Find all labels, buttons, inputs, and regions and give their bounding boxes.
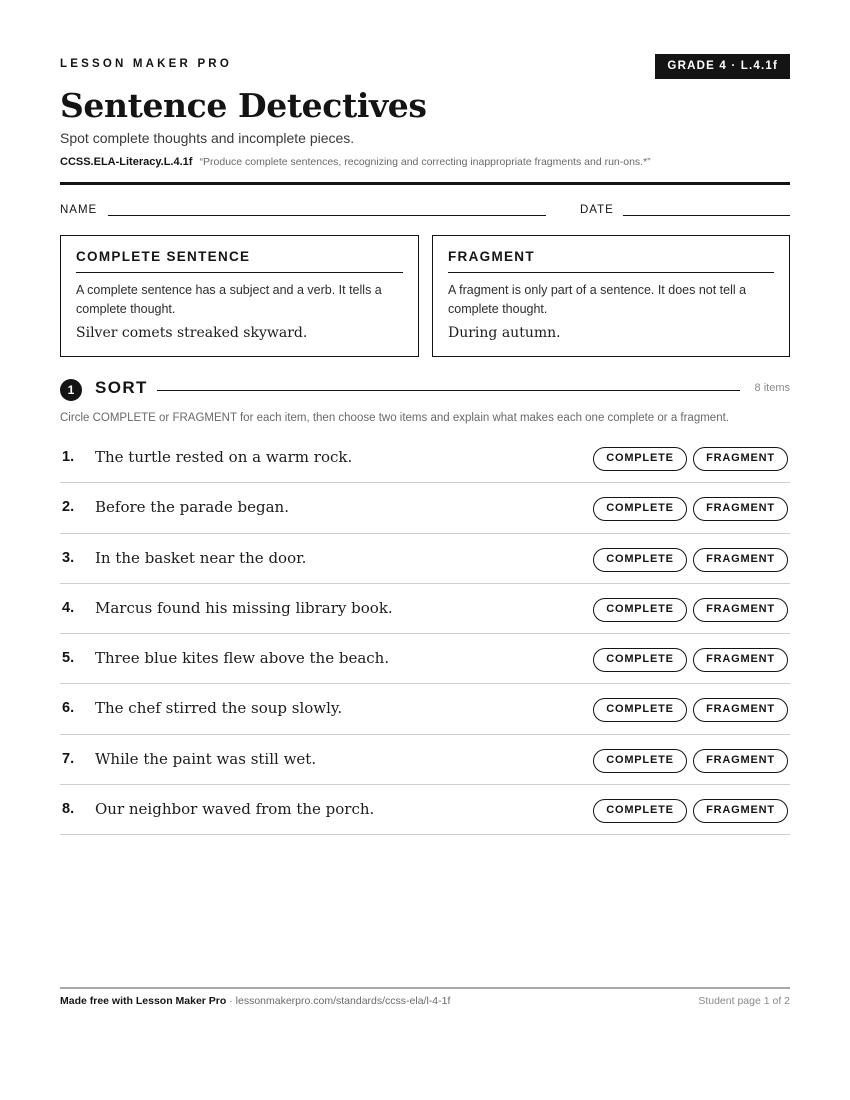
fragment-choice-button[interactable]: FRAGMENT	[693, 799, 788, 823]
definition-title: FRAGMENT	[448, 249, 774, 273]
footer-divider	[60, 987, 790, 989]
list-item	[60, 785, 790, 835]
fragment-choice-button[interactable]: FRAGMENT	[693, 698, 788, 722]
complete-choice-button[interactable]: COMPLETE	[593, 548, 687, 572]
section-title: SORT	[95, 378, 148, 397]
page-indicator: Student page 1 of 2	[698, 995, 790, 1007]
item-sentence: The turtle rested on a warm rock.	[95, 448, 353, 466]
standard-line	[60, 156, 651, 168]
standard-quote: “Produce complete sentences, recognizing and correcting inappropriate fragments and run-ons.*”	[199, 156, 651, 168]
item-sentence: In the basket near the door.	[95, 548, 307, 567]
complete-choice-button[interactable]: COMPLETE	[593, 698, 687, 722]
definition-title: COMPLETE SENTENCE	[76, 249, 403, 273]
complete-choice-button[interactable]: COMPLETE	[593, 799, 687, 823]
list-item	[60, 483, 790, 533]
list-item	[60, 735, 790, 785]
item-number: 1.	[62, 449, 75, 465]
date-label: DATE	[580, 204, 614, 216]
definition-box-fragment	[432, 235, 790, 357]
definition-example: Silver comets streaked skyward.	[76, 325, 308, 341]
section-header	[60, 378, 790, 402]
item-sentence: Before the parade began.	[95, 498, 289, 517]
complete-choice-button[interactable]: COMPLETE	[593, 749, 687, 773]
item-sentence: While the paint was still wet.	[95, 749, 317, 768]
page-title: Sentence Detectives	[60, 86, 427, 125]
fragment-choice-button[interactable]: FRAGMENT	[693, 497, 788, 521]
fragment-choice-button[interactable]: FRAGMENT	[693, 548, 788, 572]
item-sentence: Three blue kites flew above the beach.	[95, 649, 390, 668]
list-item	[60, 584, 790, 634]
header-divider	[60, 182, 790, 185]
list-item	[60, 534, 790, 584]
item-number: 2.	[62, 499, 75, 516]
fragment-choice-button[interactable]: FRAGMENT	[693, 598, 788, 622]
list-item	[60, 433, 790, 483]
item-number: 5.	[62, 650, 75, 667]
grade-badge: GRADE 4 · L.4.1f	[655, 54, 790, 79]
section-divider	[157, 390, 740, 391]
definition-box-complete	[60, 235, 419, 357]
footer-link[interactable]: · lessonmakerpro.com/standards/ccss-ela/l-4-1f	[226, 995, 451, 1007]
section-number-badge: 1	[60, 379, 82, 401]
complete-choice-button[interactable]: COMPLETE	[593, 648, 687, 672]
item-sentence: Our neighbor waved from the porch.	[95, 800, 375, 819]
item-count: 8 items	[754, 382, 790, 394]
complete-choice-button[interactable]: COMPLETE	[593, 598, 687, 622]
list-item	[60, 634, 790, 684]
item-number: 4.	[62, 599, 75, 616]
fragment-choice-button[interactable]: FRAGMENT	[693, 447, 788, 471]
item-number: 7.	[62, 750, 75, 767]
brand-name: LESSON MAKER PRO	[60, 58, 232, 70]
complete-choice-button[interactable]: COMPLETE	[593, 447, 687, 471]
footer-brand: Made free with Lesson Maker Pro	[60, 995, 227, 1007]
item-sentence: Marcus found his missing library book.	[95, 598, 393, 617]
item-number: 8.	[62, 801, 75, 818]
footer-credit	[60, 995, 450, 1007]
name-field[interactable]	[108, 215, 546, 216]
complete-choice-button[interactable]: COMPLETE	[593, 497, 687, 521]
fragment-choice-button[interactable]: FRAGMENT	[693, 749, 788, 773]
standard-code: CCSS.ELA-Literacy.L.4.1f	[60, 156, 193, 168]
item-sentence: The chef stirred the soup slowly.	[95, 699, 343, 718]
item-number: 3.	[62, 549, 75, 566]
definition-text: A fragment is only part of a sentence. It does not tell a complete thought.	[448, 283, 747, 316]
fragment-choice-button[interactable]: FRAGMENT	[693, 648, 788, 672]
name-label: NAME	[60, 204, 98, 216]
list-item	[60, 684, 790, 734]
date-field[interactable]	[623, 215, 790, 216]
item-list	[60, 433, 790, 835]
name-date-row	[60, 203, 790, 219]
definition-example: During autumn.	[448, 325, 561, 341]
page-subtitle: Spot complete thoughts and incomplete pieces.	[60, 130, 355, 146]
section-instructions: Circle COMPLETE or FRAGMENT for each item, then choose two items and explain what makes each one complete or a fragment.	[60, 412, 729, 424]
item-number: 6.	[62, 700, 75, 717]
definition-text: A complete sentence has a subject and a verb. It tells a complete thought.	[76, 283, 382, 316]
